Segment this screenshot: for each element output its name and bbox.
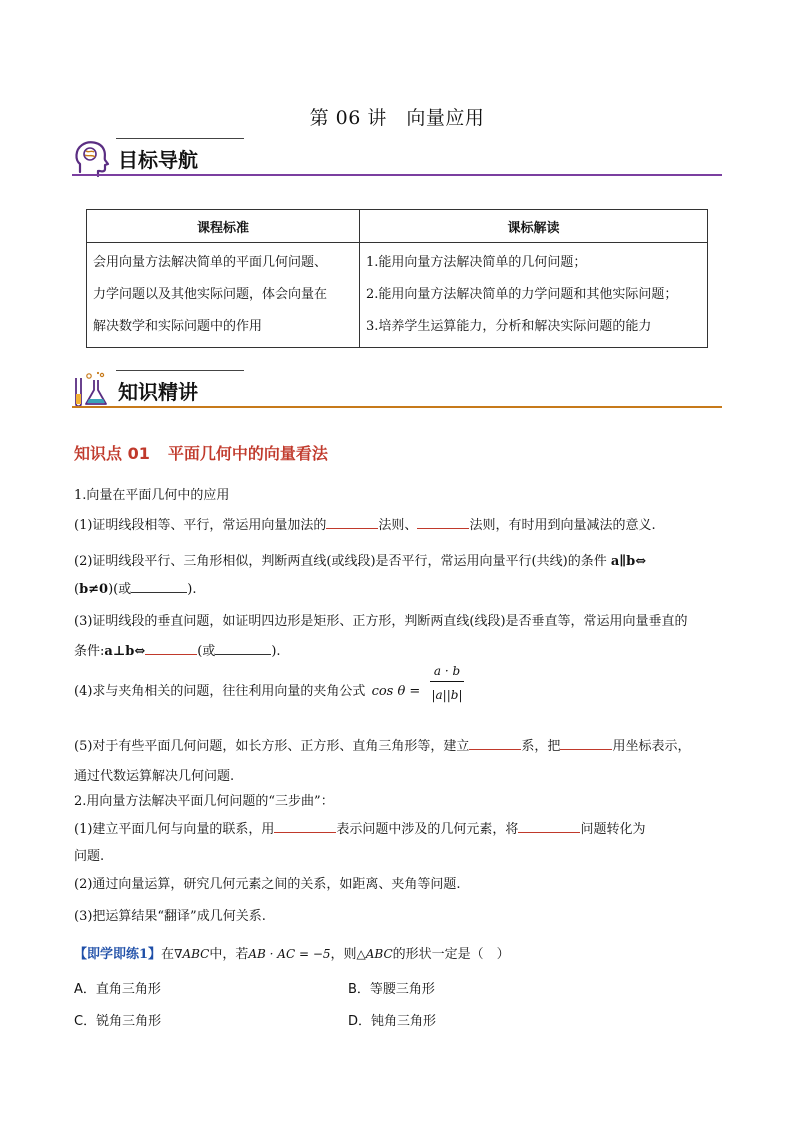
section-rule-knowledge	[72, 406, 722, 408]
step-1-cont: 问题.	[74, 849, 105, 864]
paragraph-5-cont: 通过代数运算解决几何问题.	[74, 769, 235, 784]
triangle-symbol: ∇ABC	[174, 947, 210, 961]
fill-blank	[417, 516, 469, 529]
text: ，则	[330, 947, 357, 962]
text: 的形状一定是（ ）	[392, 947, 510, 962]
interpretation-line: 1.能用向量方法解决简单的几何问题；	[366, 255, 587, 270]
paragraph-3-cont	[74, 640, 281, 659]
lab-flask-icon	[72, 370, 112, 410]
fill-blank	[469, 737, 521, 750]
step-1	[74, 818, 645, 837]
triangle-symbol: △ABC	[356, 947, 393, 961]
section-header-goal	[72, 138, 722, 178]
standard-line: 力学问题以及其他实际问题，体会向量在	[93, 287, 328, 302]
choice-b[interactable]: B．等腰三角形	[348, 982, 435, 997]
fill-blank	[274, 820, 336, 833]
step-3: (3)把运算结果“翻译”成几何关系.	[74, 909, 266, 924]
fill-blank	[145, 642, 197, 655]
table-cell-standard	[87, 243, 360, 348]
standard-line: 会用向量方法解决简单的平面几何问题、	[93, 255, 328, 270]
fill-blank	[131, 580, 187, 593]
table-cell-interpretation	[360, 243, 708, 348]
text: 法则，有时用到向量减法的意义.	[469, 518, 656, 533]
table-header-interpretation: 课标解读	[360, 210, 708, 243]
paragraph-1	[74, 514, 656, 533]
section-label-knowledge: 知识精讲	[118, 380, 198, 404]
knowledge-point-name: 平面几何中的向量看法	[167, 444, 328, 463]
knowledge-point-title	[74, 441, 328, 464]
text: (4)求与夹角相关的问题，往往利用向量的夹角公式	[74, 684, 366, 699]
text: ).	[271, 644, 281, 659]
section-label-goal: 目标导航	[118, 148, 198, 172]
text: 法则、	[378, 518, 418, 533]
text: (	[74, 582, 80, 597]
paragraph-2	[74, 550, 646, 569]
document-title: 第 06 讲 向量应用	[309, 107, 485, 129]
curriculum-table	[86, 209, 708, 348]
fill-blank	[560, 737, 612, 750]
text: (1)证明线段相等、平行，常运用向量加法的	[74, 518, 327, 533]
nonzero-condition: b≠0	[79, 582, 109, 597]
text: 用坐标表示，	[612, 739, 691, 754]
table-header-standard: 课程标准	[87, 210, 360, 243]
interpretation-line: 3.培养学生运算能力，分析和解决实际问题的能力	[366, 319, 652, 334]
formula-cos: cos θ =	[371, 684, 421, 699]
fraction-denominator: |a||b|	[431, 688, 463, 702]
standard-line: 解决数学和实际问题中的作用	[93, 319, 263, 334]
exercise-tag: 【即学即练1】	[74, 947, 162, 962]
fill-blank	[518, 820, 580, 833]
fraction-numerator: a · b	[430, 664, 464, 682]
choice-c[interactable]: C．锐角三角形	[74, 1014, 162, 1029]
exercise-question	[74, 943, 510, 962]
paragraph-4	[74, 680, 420, 699]
section-rule-goal	[72, 174, 722, 176]
dot-product-expression: AB · AC = −5	[248, 947, 331, 961]
step-2: (2)通过向量运算，研究几何元素之间的关系，如距离、夹角等问题.	[74, 877, 461, 892]
brain-head-icon	[72, 138, 112, 178]
text: 表示问题中涉及的几何元素，将	[336, 822, 519, 837]
text: 中，若	[209, 947, 249, 962]
text: 条件:	[74, 644, 105, 659]
paragraph-2-cont	[74, 578, 196, 597]
choice-d[interactable]: D．钝角三角形	[348, 1014, 437, 1029]
fill-blank	[326, 516, 378, 529]
text: )(或	[108, 582, 132, 597]
interpretation-line: 2.能用向量方法解决简单的力学问题和其他实际问题；	[366, 287, 678, 302]
text: 系，把	[521, 739, 561, 754]
knowledge-point-number: 知识点 01	[74, 444, 150, 463]
parallel-condition: a∥b⇔	[610, 554, 647, 569]
paragraph-5	[74, 735, 690, 754]
paragraph-3: (3)证明线段的垂直问题，如证明四边形是矩形、正方形，判断两直线(线段)是否垂直等，常运用向量垂直的	[74, 614, 688, 629]
choice-a[interactable]: A．直角三角形	[74, 982, 161, 997]
section-header-knowledge	[72, 370, 722, 410]
angle-formula-fraction	[430, 664, 464, 702]
perpendicular-condition: a⊥b⇔	[104, 644, 146, 659]
heading-1: 1.向量在平面几何中的应用	[74, 488, 230, 503]
heading-2: 2.用向量方法解决平面几何问题的“三步曲”：	[74, 794, 334, 809]
text: 在	[161, 947, 175, 962]
text: ).	[187, 582, 197, 597]
text: (或	[197, 644, 216, 659]
text: (1)建立平面几何与向量的联系，用	[74, 822, 275, 837]
text: (2)证明线段平行、三角形相似，判断两直线(或线段)是否平行，常运用向量平行(共线)的条件	[74, 554, 607, 569]
fill-blank	[215, 642, 271, 655]
text: 问题转化为	[580, 822, 646, 837]
text: (5)对于有些平面几何问题，如长方形、正方形、直角三角形等，建立	[74, 739, 470, 754]
